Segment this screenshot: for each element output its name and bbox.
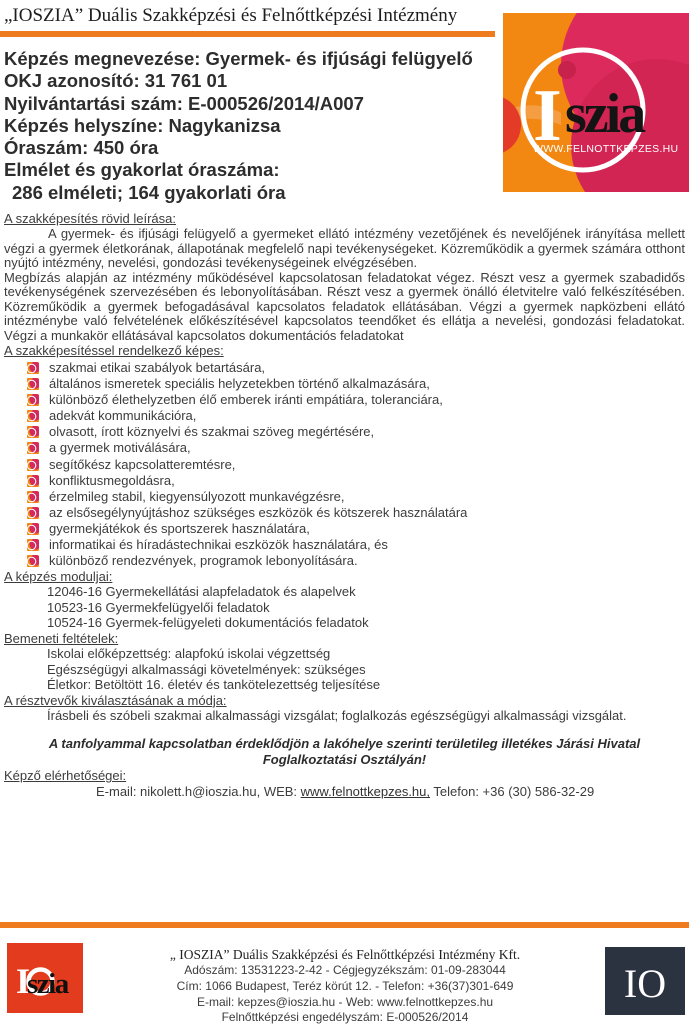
ioszia-bullet-icon [27, 539, 39, 551]
skill-item [27, 424, 685, 440]
skill-text: a gyermek motiválására, [49, 440, 191, 456]
skill-item [27, 521, 685, 537]
theory-practice-hours-line: 286 elméleti; 164 gyakorlati óra [12, 181, 286, 203]
footer-tax-line: Adószám: 13531223-2-42 - Cégjegyzékszám: 01-09-283044 [184, 963, 506, 977]
header-divider [0, 31, 495, 37]
registration-number-line: Nyilvántartási szám: E-000526/2014/A007 [4, 92, 364, 114]
skill-item [27, 553, 685, 569]
ioszia-bullet-icon [27, 475, 39, 487]
description-paragraph-1: A gyermek- és ifjúsági felügyelő a gyermeket ellátó intézmény vezetőjének és nevelőjének irányítása mellett végzi a gyermek életkorának, állapotának megfelelő napi tevékenységeket. Közreműködik a gyermek számára otthont nyújtó intézmény, nevelési, gondozási tevékenységeinek elvégzésében. [4, 226, 685, 270]
selection-method-heading: A résztvevők kiválasztásának a módja: [4, 692, 227, 708]
skill-item [27, 457, 685, 473]
skill-item [27, 489, 685, 505]
footer-io-letters: IO [623, 961, 667, 1006]
course-name-line: Képzés megnevezése: Gyermek- és ifjúsági felügyelő [4, 48, 473, 69]
skill-text: az elsősegélynyújtáshoz szükséges eszközök és kötszerek használatára [49, 504, 468, 520]
module-item: 10523-16 Gyermekfelügyelői feladatok [47, 599, 270, 615]
page-title: „IOSZIA” Duális Szakképzési és Felnőttképzési Intézmény [4, 5, 458, 26]
contact-email-web-text: E-mail: nikolett.h@ioszia.hu, WEB: [96, 784, 301, 800]
io-footer-logo-icon [605, 947, 685, 1015]
skill-item [27, 360, 685, 376]
footer-address-line: Cím: 1066 Budapest, Teréz körút 12. - Telefon: +36(37)301-649 [176, 978, 514, 993]
theory-practice-label-line: Elmélet és gyakorlat óraszáma: [4, 159, 280, 181]
course-info-block [4, 48, 500, 204]
skill-item [27, 473, 685, 489]
footer-logo-letter-i: I [16, 961, 31, 1001]
skill-text: különböző élethelyzetben élő emberek iránti empátiára, toleranciára, [49, 392, 443, 408]
skill-text: gyermekjátékok és sportszerek használatára, [49, 520, 310, 536]
skill-text: segítőkész kapcsolatteremtésre, [49, 456, 236, 472]
ioszia-bullet-icon [27, 523, 39, 535]
ioszia-bullet-icon [27, 555, 39, 567]
location-line: Képzés helyszíne: Nagykanizsa [4, 114, 281, 136]
ioszia-footer-logo-icon [7, 943, 83, 1013]
ioszia-bullet-icon [27, 491, 39, 503]
entry-requirement-item: Egészségügyi alkalmassági követelmények: szükséges [47, 661, 366, 677]
module-item: 10524-16 Gyermek-felügyeleti dokumentációs feladatok [47, 615, 369, 631]
ioszia-bullet-icon [27, 378, 39, 390]
description-paragraph-2: Megbízás alapján az intézmény működésével kapcsolatosan feladatokat végez. Részt vesz a gyermek szabadidős tevékenységének szervezésében és lebonyolításában. Részt vesz a gyermek önálló életvitelre való felkészítésében. Közreműködik a gyermek befogadásával kapcsolatos feladatok ellátásában. Végzi a gyermek napközbeni ellátó intézménybe való felvételének előkészítésével kapcsolatos teendőket és ellátja a nevelési, gondozási feladatokat. Végzi a munkakör ellátásával kapcsolatos dokumentációs feladatokat [4, 269, 685, 343]
selection-method-text: Írásbeli és szóbeli szakmai alkalmassági vizsgálat; foglalkozás egészségügyi alkalmassági vizsgálat. [47, 707, 627, 723]
skill-item [27, 537, 685, 553]
logo-url-text: WWW.FELNOTTKEPZES.HU [533, 143, 679, 155]
logo-letter-i: I [533, 75, 562, 157]
ioszia-bullet-icon [27, 442, 39, 454]
footer-company-name: „ IOSZIA” Duális Szakképzési és Felnőttképzési Intézmény Kft. [169, 947, 521, 962]
footer-license-line: Felnőttképzési engedélyszám: E-000526/2014 [221, 1010, 469, 1025]
module-item: 12046-16 Gyermekellátási alapfeladatok és alapelvek [47, 584, 356, 600]
skill-text: informatikai és híradástechnikai eszközök használatára, és [49, 537, 388, 553]
skill-text: általános ismeretek speciális helyzetekben történő alkalmazására, [49, 376, 430, 392]
ioszia-bullet-icon [27, 507, 39, 519]
skills-heading: A szakképesítéssel rendelkező képes: [4, 343, 224, 358]
footer-email-web-line: E-mail: kepzes@ioszia.hu - Web: www.felnottkepzes.hu [196, 994, 494, 1009]
felnottkepzes-link[interactable]: www.felnottkepzes.hu, [300, 784, 431, 800]
skill-item [27, 376, 685, 392]
skill-text: adekvát kommunikációra, [49, 408, 197, 424]
ioszia-bullet-icon [27, 362, 39, 374]
ioszia-bullet-icon [27, 426, 39, 438]
skill-text: szakmai etikai szabályok betartására, [49, 360, 266, 375]
document-body [4, 211, 685, 800]
ioszia-logo-icon [503, 13, 689, 192]
skills-list [4, 360, 685, 569]
ioszia-bullet-icon [27, 394, 39, 406]
footer-logo-letters-szia: szia [27, 968, 68, 1000]
skill-item [27, 392, 685, 408]
hours-line: Óraszám: 450 óra [4, 137, 159, 159]
skill-item [27, 505, 685, 521]
entry-requirement-item: Iskolai előképzettség: alapfokú iskolai végzettség [47, 646, 331, 661]
skill-item [27, 440, 685, 456]
contact-heading: Képző elérhetőségei: [4, 768, 127, 784]
modules-heading: A képzés moduljai: [4, 569, 113, 585]
notice-line-1: A tanfolyammal kapcsolatban érdeklődjön a lakóhelye szerinti területileg illetékes Járási Hivatal [48, 736, 641, 752]
entry-requirement-item: Életkor: Betöltött 16. életév és tankötelezettség teljesítése [47, 677, 381, 693]
skill-text: különböző rendezvények, programok lebonyolítására. [49, 553, 358, 569]
okj-id-line: OKJ azonosító: 31 761 01 [4, 70, 228, 92]
contact-phone-text: Telefon: +36 (30) 586-32-29 [430, 784, 595, 800]
ioszia-bullet-icon [27, 459, 39, 471]
footer-company-info [110, 946, 580, 1026]
skill-text: olvasott, írott köznyelvi és szakmai szöveg megértésére, [49, 424, 375, 440]
skill-item [27, 408, 685, 424]
ioszia-bullet-icon [27, 410, 39, 422]
footer-divider [0, 922, 689, 928]
description-heading: A szakképesítés rövid leírása: [4, 211, 176, 226]
logo-letters-szia: szia [565, 83, 644, 145]
entry-requirements-heading: Bemeneti feltételek: [4, 631, 119, 646]
skill-text: érzelmileg stabil, kiegyensúlyozott munkavégzésre, [49, 488, 345, 504]
skill-text: konfliktusmegoldásra, [49, 472, 175, 488]
jarasi-hivatal-notice [4, 736, 685, 768]
contact-line [96, 784, 685, 800]
notice-line-2: Foglalkoztatási Osztályán! [262, 752, 427, 768]
